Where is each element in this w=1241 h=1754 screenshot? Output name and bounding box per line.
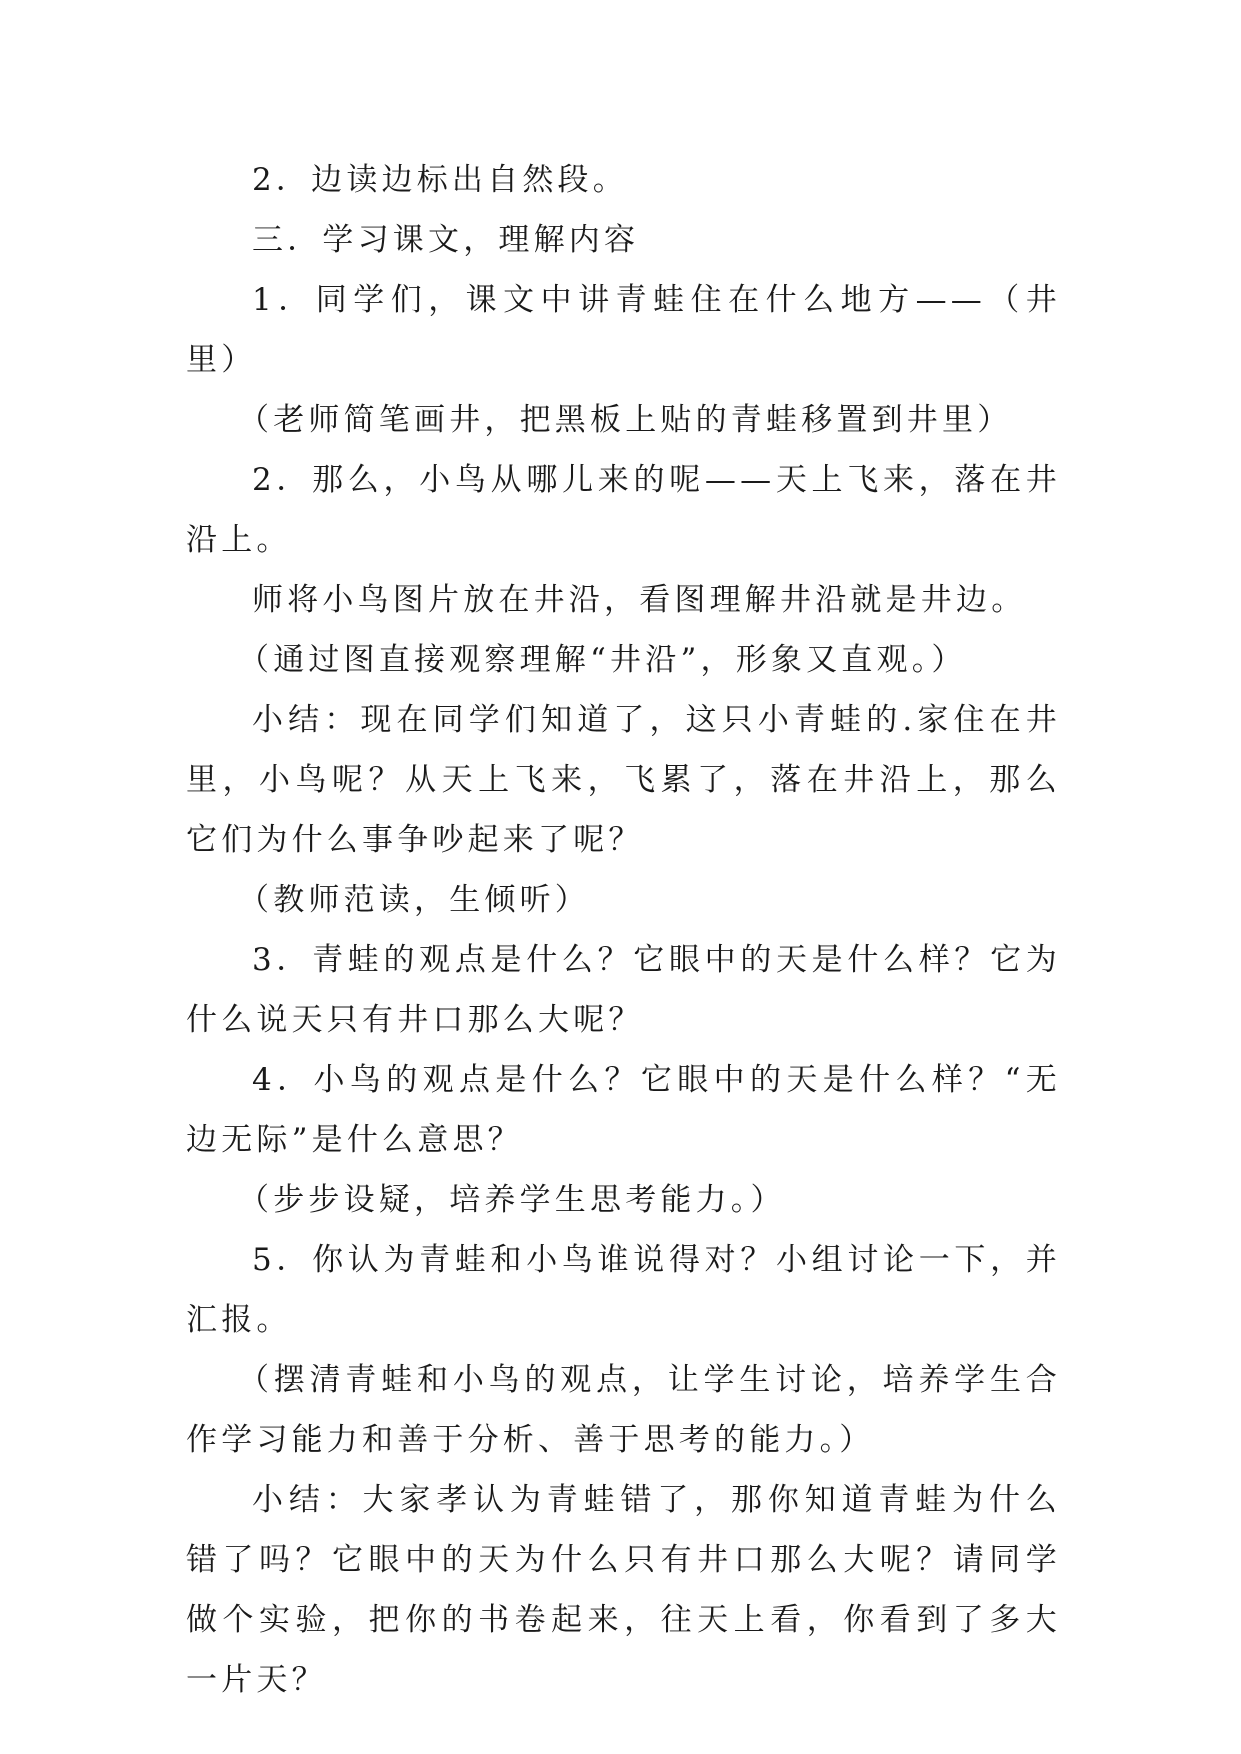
paragraph-summary-1: 小结：现在同学们知道了，这只小青蛙的.家住在井里，小鸟呢？从天上飞来，飞累了，落在井沿上，那么它们为什么事争吵起来了呢？	[186, 702, 1061, 858]
paragraph-question-1: 1．同学们，课文中讲青蛙住在什么地方——（井里）	[186, 282, 1061, 378]
paragraph-question-4: 4．小鸟的观点是什么？它眼中的天是什么样？“无边无际”是什么意思？	[186, 1062, 1061, 1158]
paragraph-note-1: （老师简笔画井，把黑板上贴的青蛙移置到井里）	[238, 402, 1013, 438]
paragraph-note-3: （教师范读，生倾听）	[238, 882, 590, 918]
paragraph-note-2: （通过图直接观察理解“井沿”，形象又直观。）	[238, 642, 967, 678]
paragraph-step-2-mark-paragraphs: 2．边读边标出自然段。	[252, 162, 628, 198]
section-heading-3: 三．学习课文，理解内容	[252, 222, 640, 258]
paragraph-note-4: （步步设疑，培养学生思考能力。）	[238, 1182, 786, 1218]
document-page	[186, 150, 1061, 1710]
paragraph-question-3: 3．青蛙的观点是什么？它眼中的天是什么样？它为什么说天只有井口那么大呢？	[186, 942, 1061, 1038]
paragraph-note-5: （摆清青蛙和小鸟的观点，让学生讨论，培养学生合作学习能力和善于分析、善于思考的能力。）	[186, 1362, 1061, 1458]
paragraph-question-5: 5．你认为青蛙和小鸟谁说得对？小组讨论一下，并汇报。	[186, 1242, 1061, 1338]
paragraph-teacher-action: 师将小鸟图片放在井沿，看图理解井沿就是井边。	[252, 582, 1027, 618]
paragraph-question-2: 2．那么，小鸟从哪儿来的呢——天上飞来，落在井沿上。	[186, 462, 1061, 558]
paragraph-summary-2: 小结：大家孝认为青蛙错了，那你知道青蛙为什么错了吗？它眼中的天为什么只有井口那么大呢？请同学做个实验，把你的书卷起来，往天上看，你看到了多大一片天？	[186, 1482, 1061, 1698]
